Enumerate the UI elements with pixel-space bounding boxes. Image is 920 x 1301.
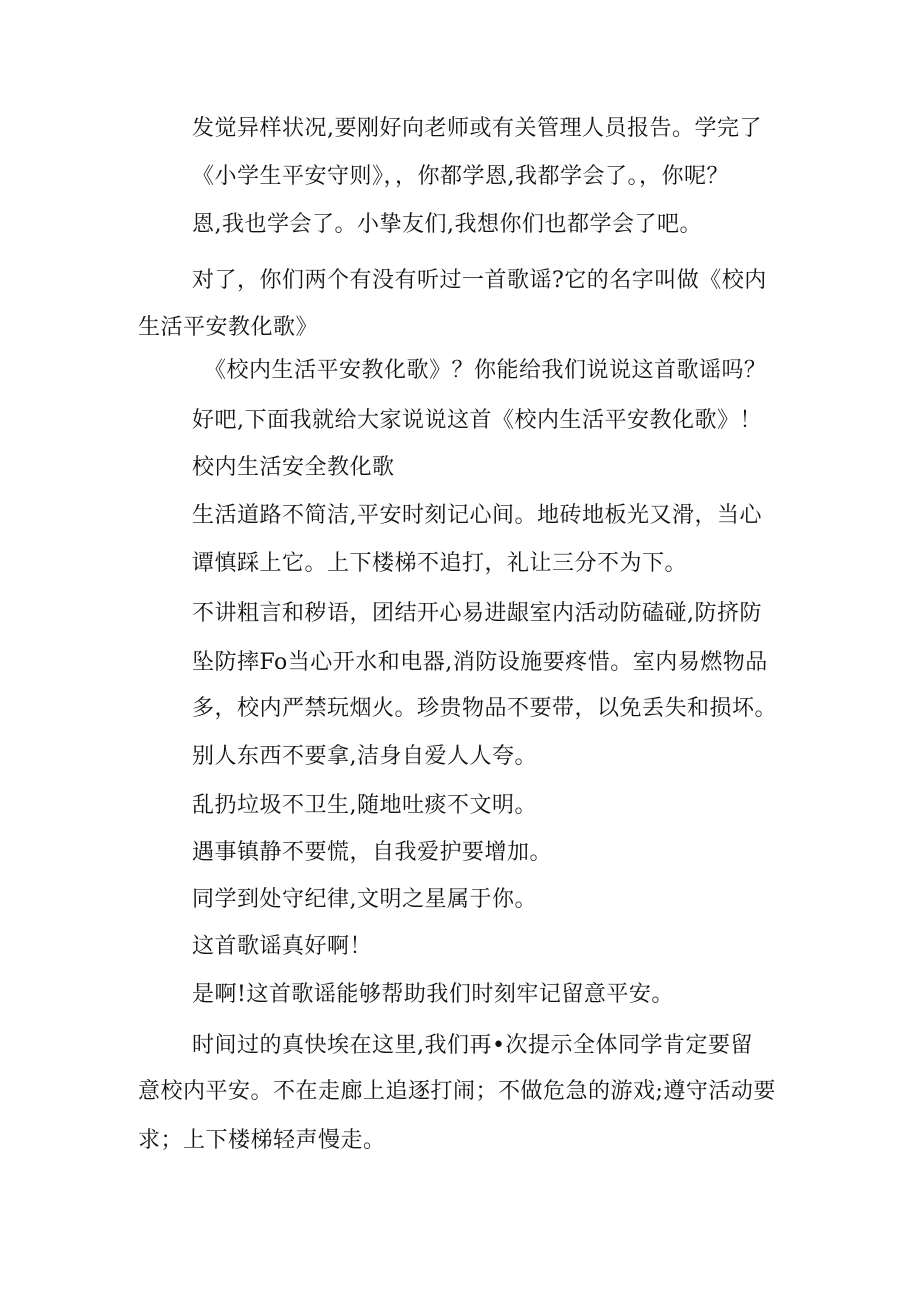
text-line: 别人东西不要拿,洁身自爱人人夸。 [192,744,537,769]
text-line: 这首歌谣真好啊！ [192,934,373,959]
text-line: 校内生活安全教化歌 [192,455,395,480]
text-line: 遇事镇静不要慌，自我爱护要增加。 [192,840,553,865]
text-line: 《校内生活平安教化歌》？你能给我们说说这首歌谣吗？ [204,358,767,383]
text-line: 是啊!这首歌谣能够帮助我们时刻牢记留意平安。 [192,982,674,1007]
text-line: 发觉异样状况,要刚好向老师或有关管理人员报告。学完了 [192,116,762,141]
text-line: 《小学生平安守则》，，你都学恩,我都学会了。，你呢？ [192,164,729,189]
text-line: 时间过的真快埃在这里,我们再•次提示全体同学肯定要留 [192,1033,753,1058]
text-line: 同学到处守纪律,文明之星属于你。 [192,887,537,912]
text-line: 谭慎踩上它。上下楼梯不追打，礼让三分不为下。 [192,551,688,576]
text-line: 不讲粗言和秽语，团结开心易进龈室内活动防磕碰,防挤防 [192,601,762,626]
text-line: 求；上下楼梯轻声慢走。 [138,1128,386,1153]
text-line: 生活平安教化歌》 [138,315,319,340]
text-line: 恩,我也学会了。小挚友们,我想你们也都学会了吧。 [192,212,702,237]
text-line: 对了，你们两个有没有听过一首歌谣?它的名字叫做《校内 [192,268,767,293]
text-line: 多，校内严禁玩烟火。珍贵物品不要带，以免丢失和损坏。 [192,696,778,721]
text-line: 坠防摔Fo当心开水和电器,消防设施要疼惜。室内易燃物品 [192,650,768,675]
text-line: 好吧,下面我就给大家说说这首《校内生活平安教化歌》！ [192,408,762,433]
text-line: 意校内平安。不在走廊上追逐打闹；不做危急的游戏;遵守活动要 [138,1079,776,1104]
text-line: 乱扔垃圾不卫生,随地吐痰不文明。 [192,793,537,818]
text-line: 生活道路不简洁,平安时刻记心间。地砖地板光又滑，当心 [192,503,762,528]
